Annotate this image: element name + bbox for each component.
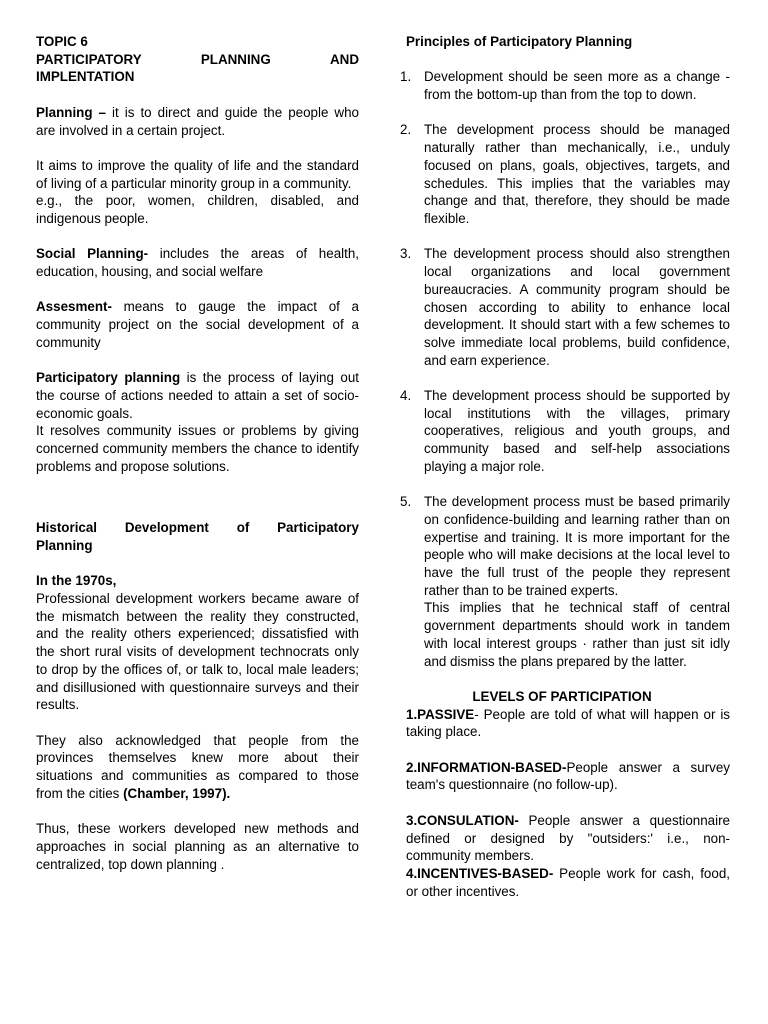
title-word-1: PARTICIPATORY (36, 51, 142, 67)
participatory-planning-paragraph: It resolves community issues or problems by giving concerned community members the chance to identify problems and propose solutions. (36, 423, 359, 474)
era-subheading: In the 1970s, (36, 573, 117, 589)
topic-label: TOPIC 6 (36, 34, 88, 49)
principle-5-continuation: This implies that he technical staff of central government departments should work in tandem with local interest groups · rather than just sit idly and dismiss the plans prepared by the latter. (424, 600, 730, 669)
historical-heading-line2: Planning (36, 537, 93, 553)
principles-list (400, 68, 730, 670)
title-word-2: PLANNING (200, 51, 271, 67)
historical-paragraph-2: They also acknowledged that people from the provinces themselves knew more about their situations and communities as compared to those from the cities (Chamber, 1997). (36, 732, 359, 801)
principle-item: 4. The development process should be supported by local institutions with the villages, primary cooperatives, religious and youth groups, and community based and self-help associations playing a major role. (400, 388, 730, 474)
historical-paragraph-3: Thus, these workers developed new methods and approaches in social planning as an alternative to centralized, top down planning . (36, 821, 359, 872)
principle-item: 2. The development process should be managed naturally rather than mechanically, i.e., unduly focused on plans, goals, objectives, targets, and schedules. This implies that the variables may change and that, therefore, they should be made flexible. (400, 122, 730, 226)
planning-definition: Planning – it is to direct and guide the people who are involved in a certain project. (36, 104, 359, 138)
assessment-definition: Assesment- means to gauge the impact of a community project on the social development of a community (36, 299, 359, 350)
examples-paragraph: e.g., the poor, women, children, disabled, and indigenous people. (36, 193, 359, 226)
principles-title: Principles of Participatory Planning (406, 34, 633, 49)
social-planning-term: Social Planning- (36, 246, 149, 262)
historical-heading-line1: Historical Development of Participatory (36, 520, 359, 536)
social-planning-definition: Social Planning- includes the areas of health, education, housing, and social welfare (36, 246, 359, 280)
level-item: 4.INCENTIVES-BASED- People work for cash, food, or other incentives. (406, 865, 730, 899)
historical-paragraph-1: Professional development workers became aware of the mismatch between the reality they constructed, and the reality others experienced; dissatisfied with the short rural visits of development technocrats only to drop by the offices of, or talk to, local male leaders; and disillusioned with questionnaire surveys and their results. (36, 590, 359, 713)
level-item: 2.INFORMATION-BASED-People answer a survey team's questionnaire (no follow-up). (406, 759, 730, 793)
principle-item: 3. The development process should also strengthen local organizations and local government bureaucracies. A community program should be chosen according to ability to enhance local development. It should start with a few schemes to solve immediate local problems, build confidence, and earn experience. (400, 246, 730, 368)
title-word-3: AND (329, 51, 359, 67)
document-title-line2: IMPLENTATION (36, 69, 135, 85)
planning-term: Planning – (36, 104, 107, 120)
principle-item: 5. The development process must be based primarily on confidence-building and learning rather than on expertise and training. It is more important for the people who will make decisions at the local level to have the full trust of the people they represent rather than to be trained experts. This implies that he technical staff of central government departments should work in tandem with local interest groups · rather than just sit idly and dismiss the plans prepared by the latter. (400, 494, 730, 669)
citation: (Chamber, 1997). (123, 785, 231, 801)
principle-item: 1. Development should be seen more as a change - from the bottom-up than from the top to down. (400, 69, 730, 103)
assessment-term: Assesment- (36, 299, 112, 315)
level-item: 3.CONSULATION- People answer a questionnaire defined or designed by "outsiders:' i.e., non-community members. (406, 812, 730, 864)
levels-title: LEVELS OF PARTICIPATION (472, 688, 652, 704)
level-item: 1.PASSIVE- People are told of what will happen or is taking place. (406, 706, 730, 740)
aims-paragraph: It aims to improve the quality of life and the standard of living of a particular minority group in a community. (36, 157, 359, 191)
participatory-planning-term: Participatory planning (36, 370, 181, 386)
document-title-line1 (36, 51, 359, 69)
left-column (36, 33, 359, 873)
participatory-planning-definition: Participatory planning is the process of laying out the course of actions needed to attain a set of socio-economic goals. (36, 370, 359, 421)
right-column (400, 33, 730, 900)
